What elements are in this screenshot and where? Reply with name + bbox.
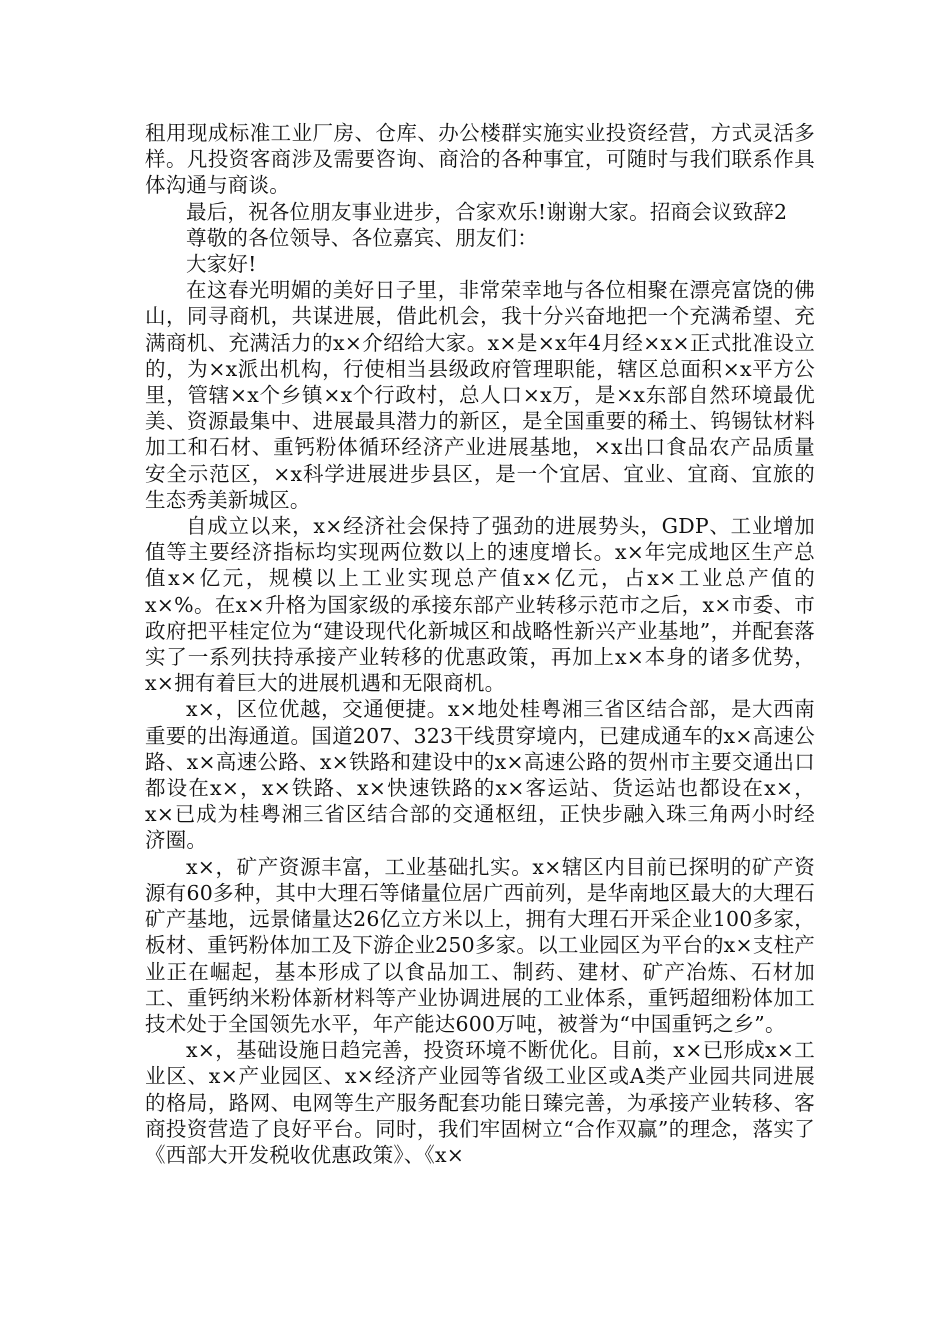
paragraph-closing-remarks: 最后，祝各位朋友事业进步，合家欢乐!谢谢大家。招商会议致辞2	[186, 199, 788, 224]
paragraph-continuation: 租用现成标准工业厂房、仓库、办公楼群实施实业投资经营，方式灵活多样。凡投资客商涉及需要咨询、商洽的各种事宜，可随时与我们联系作具体沟通与商谈。	[145, 121, 815, 198]
document-body	[145, 120, 815, 1168]
paragraph-infrastructure: x×，基础设施日趋完善，投资环境不断优化。目前，x×已形成x×工业区、x×产业园区、x×经济产业园等省级工业区或A类产业园共同进展的格局，路网、电网等生产服务配套功能日臻完善，为承接产业转移、客商投资营造了良好平台。同时，我们牢固树立“合作双赢”的理念，落实了《西部大开发税收优惠政策》、《x×	[145, 1038, 815, 1167]
paragraph-salutation: 尊敬的各位领导、各位嘉宾、朋友们：	[186, 225, 538, 250]
paragraph-economic-development: 自成立以来，x×经济社会保持了强劲的进展势头，GDP、工业增加值等主要经济指标均实现两位数以上的速度增长。x×年完成地区生产总值x×亿元，规模以上工业实现总产值x×亿元，占x×工业总产值的x×%。在x×升格为国家级的承接东部产业转移示范市之后，x×市委、市政府把平桂定位为“建设现代化新城区和战略性新兴产业基地”，并配套落实了一系列扶持承接产业转移的优惠政策，再加上x×本身的诸多优势，x×拥有着巨大的进展机遇和无限商机。	[145, 514, 815, 696]
paragraph-mineral-resources: x×，矿产资源丰富，工业基础扎实。x×辖区内目前已探明的矿产资源有60多种，其中大理石等储量位居广西前列，是华南地区最大的大理石矿产基地，远景储量达26亿立方米以上，拥有大理石开采企业100多家，板材、重钙粉体加工及下游企业250多家。以工业园区为平台的x×支柱产业正在崛起，基本形成了以食品加工、制药、建材、矿产冶炼、石材加工、重钙纳米粉体新材料等产业协调进展的工业体系，重钙超细粉体加工技术处于全国领先水平，年产能达600万吨，被誉为“中国重钙之乡”。	[145, 854, 815, 1036]
paragraph-introduction: 在这春光明媚的美好日子里，非常荣幸地与各位相聚在漂亮富饶的佛山，同寻商机，共谋进展，借此机会，我十分兴奋地把一个充满希望、充满商机、充满活力的x×介绍给大家。x×是×x年4月经×x×正式批准设立的，为×x派出机构，行使相当县级政府管理职能，辖区总面积×x平方公里，管辖×x个乡镇×x个行政村，总人口×x万，是×x东部自然环境最优美、资源最集中、进展最具潜力的新区，是全国重要的稀土、钨锡钛材料加工和石材、重钙粉体循环经济产业进展基地，×x出口食品农产品质量安全示范区，×x科学进展进步县区，是一个宜居、宜业、宜商、宜旅的生态秀美新城区。	[145, 278, 815, 512]
paragraph-greeting: 大家好!	[186, 252, 257, 277]
paragraph-location-transport: x×，区位优越，交通便捷。x×地处桂粤湘三省区结合部，是大西南重要的出海通道。国道207、323干线贯穿境内，已建成通车的x×高速公路、x×高速公路、x×铁路和建设中的x×高速公路的贺州市主要交通出口都设在x×，x×铁路、x×快速铁路的x×客运站、货运站也都设在x×，x×已成为桂粤湘三省区结合部的交通枢纽，正快步融入珠三角两小时经济圈。	[145, 697, 815, 853]
